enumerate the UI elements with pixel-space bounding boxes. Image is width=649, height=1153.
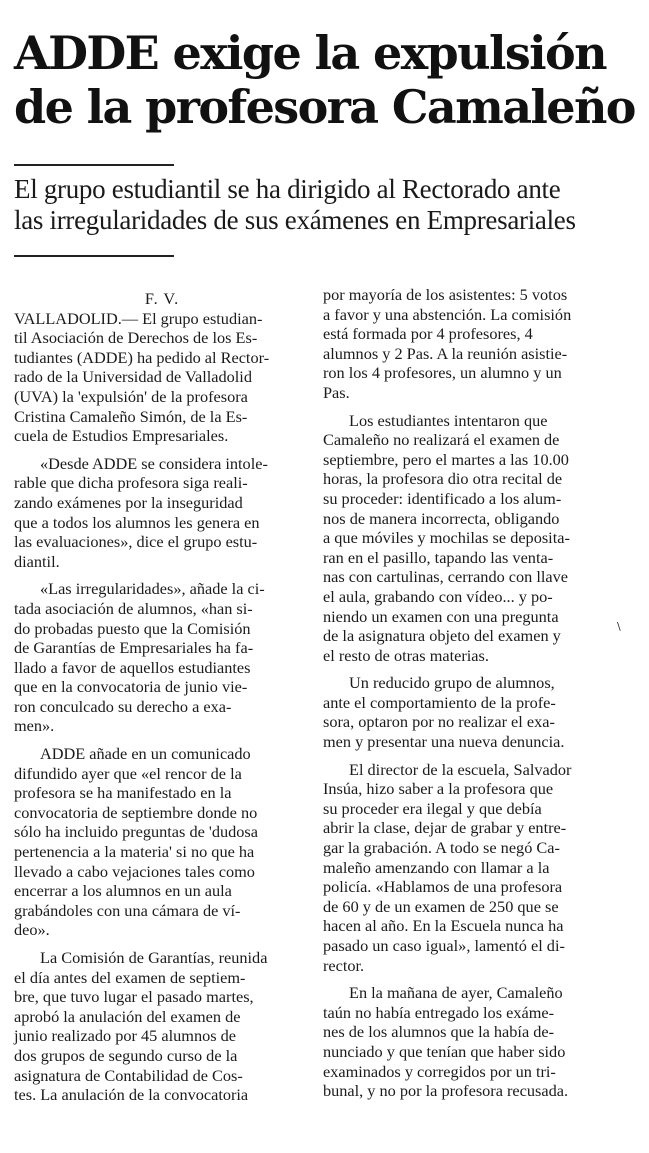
article-line: «Las irregularidades», añade la ci- bbox=[40, 579, 265, 599]
article-line: nos de manera incorrecta, obligando bbox=[323, 508, 560, 528]
article-line: de 60 y de un examen de 250 que se bbox=[323, 896, 559, 916]
article-line: men». bbox=[14, 716, 55, 736]
article-column-left bbox=[14, 289, 310, 1105]
article-line: de Garantías de Empresariales ha fa- bbox=[14, 638, 254, 658]
article-line: el día antes del examen de septiem- bbox=[14, 967, 246, 987]
article-line: de la asignatura objeto del examen y bbox=[323, 626, 561, 646]
article-line: (UVA) la 'expulsión' de la profesora bbox=[14, 386, 248, 406]
article-line: hacen al año. En la Escuela nunca ha bbox=[323, 916, 564, 936]
article-line: tudiantes (ADDE) ha pedido al Rector- bbox=[14, 347, 270, 367]
article-line: Los estudiantes intentaron que bbox=[349, 410, 548, 430]
article-line: su proceder: identificado a los alum- bbox=[323, 488, 562, 508]
subheadline bbox=[14, 174, 639, 236]
article-paragraph bbox=[14, 744, 310, 940]
article-line: bre, que tuvo lugar el pasado martes, bbox=[14, 987, 254, 1007]
article-paragraph bbox=[323, 673, 635, 751]
article-line: llado a favor de aquellos estudiantes bbox=[14, 657, 251, 677]
article-line: septiembre, pero el martes a las 10.00 bbox=[323, 449, 569, 469]
article-line: rector. bbox=[323, 955, 365, 975]
article-line: deo». bbox=[14, 920, 50, 940]
headline-line-1: ADDE exige la expulsión bbox=[14, 26, 606, 80]
article-line: a que móviles y mochilas se deposita- bbox=[323, 528, 570, 548]
article-line: Un reducido grupo de alumnos, bbox=[349, 673, 555, 693]
article-line: cuela de Estudios Empresariales. bbox=[14, 426, 229, 446]
article-line: zando exámenes por la inseguridad bbox=[14, 492, 243, 512]
article-line: horas, la profesora dio otra recital de bbox=[323, 469, 563, 489]
article-line: tada asociación de alumnos, «han si- bbox=[14, 598, 253, 618]
article-line: ron conculcado su derecho a exa- bbox=[14, 696, 232, 716]
article-line: difundido ayer que «el rencor de la bbox=[14, 763, 242, 783]
article-line: rado de la Universidad de Valladolid bbox=[14, 367, 252, 387]
article-line: ADDE añade en un comunicado bbox=[40, 744, 251, 764]
article-column-right bbox=[323, 285, 635, 1101]
article-paragraph bbox=[14, 454, 310, 572]
article-line: maleño amenzando con llamar a la bbox=[323, 857, 550, 877]
article-line: rable que dicha profesora siga reali- bbox=[14, 473, 248, 493]
article-line: policía. «Hablamos de una profesora bbox=[323, 877, 563, 897]
article-line: diantil. bbox=[14, 551, 60, 571]
article-line: ante el comportamiento de la profe- bbox=[323, 692, 556, 712]
article-line: El director de la escuela, Salvador bbox=[349, 759, 572, 779]
article-line: a favor y una abstención. La comisión bbox=[323, 304, 572, 324]
subheadline-line-2: las irregularidades de sus exámenes en Empresariales bbox=[14, 205, 576, 235]
article-line: está formada por 4 profesores, 4 bbox=[323, 324, 533, 344]
article-line: «Desde ADDE se considera intole- bbox=[40, 453, 268, 473]
article-line: las evaluaciones», dice el grupo estu- bbox=[14, 532, 258, 552]
article-paragraph bbox=[14, 948, 310, 1105]
article-line: dos grupos de segundo curso de la bbox=[14, 1045, 238, 1065]
byline: F. V. bbox=[144, 289, 180, 308]
article-line: grabándoles con una cámara de ví- bbox=[14, 900, 241, 920]
article-line: gar la grabación. A todo se negó Ca- bbox=[323, 838, 560, 858]
article-line: La Comisión de Garantías, reunida bbox=[40, 948, 268, 967]
article-line: pasado un caso igual», lamentó el di- bbox=[323, 936, 565, 955]
article-line: ran en el pasillo, tapando las venta- bbox=[323, 547, 554, 567]
article-line: nunciado y que tenían que haber sido bbox=[323, 1041, 566, 1061]
article-line: encerrar a los alumnos en un aula bbox=[14, 881, 232, 901]
article-paragraph bbox=[14, 579, 310, 736]
article-line: que a todos los alumnos les genera en bbox=[14, 512, 260, 532]
headline-line-2: de la profesora Camaleño bbox=[14, 80, 635, 134]
article-line: sólo ha incluido preguntas de 'dudosa bbox=[14, 822, 258, 842]
article-line: junio realizado por 45 alumnos de bbox=[14, 1026, 236, 1046]
article-line: nas con cartulinas, cerrando con llave bbox=[323, 567, 569, 587]
subheadline-line-1: El grupo estudiantil se ha dirigido al Rectorado ante bbox=[14, 174, 561, 204]
left-paragraphs bbox=[14, 309, 310, 1105]
article-line: VALLADOLID.— El grupo estudian- bbox=[14, 308, 263, 328]
article-line: el aula, grabando con vídeo... y po- bbox=[323, 586, 553, 606]
article-paragraph bbox=[323, 411, 635, 666]
headline-divider bbox=[14, 164, 174, 166]
article-line: ron los 4 profesores, un alumno y un bbox=[323, 363, 562, 383]
article-line: bunal, y no por la profesora recusada. bbox=[323, 1081, 569, 1101]
article-line: Cristina Camaleño Simón, de la Es- bbox=[14, 406, 248, 426]
article-paragraph bbox=[323, 760, 635, 976]
article-line: til Asociación de Derechos de los Es- bbox=[14, 328, 258, 348]
article-line: sora, optaron por no realizar el exa- bbox=[323, 712, 555, 732]
article-line: En la mañana de ayer, Camaleño bbox=[349, 983, 563, 1003]
article-line: do probadas puesto que la Comisión bbox=[14, 618, 251, 638]
article-paragraph bbox=[323, 285, 635, 403]
article-line: que en la convocatoria de junio vie- bbox=[14, 677, 248, 697]
article-line: Insúa, hizo saber a la profesora que bbox=[323, 779, 554, 799]
article-line: su proceder era ilegal y que debía bbox=[323, 798, 542, 818]
article-paragraph bbox=[14, 309, 310, 446]
article-line: men y presentar una nueva denuncia. bbox=[323, 732, 565, 752]
article-line: taún no había entregado los exáme- bbox=[323, 1002, 555, 1022]
headline bbox=[14, 26, 639, 134]
article-line: niendo un examen con una pregunta bbox=[323, 606, 559, 626]
right-paragraphs bbox=[323, 285, 635, 1101]
article-line: aprobó la anulación del examen de bbox=[14, 1006, 241, 1026]
article-line: Camaleño no realizará el examen de bbox=[323, 430, 560, 450]
article-line: alumnos y 2 Pas. A la reunión asistie- bbox=[323, 343, 568, 363]
article-line: el resto de otras materias. bbox=[323, 645, 489, 665]
margin-mark: \ bbox=[617, 620, 621, 633]
article-paragraph bbox=[323, 983, 635, 1101]
article-line: tes. La anulación de la convocatoria bbox=[14, 1085, 249, 1105]
article-line: examinados y corregidos por un tri- bbox=[323, 1061, 556, 1081]
article-line: asignatura de Contabilidad de Cos- bbox=[14, 1065, 243, 1085]
article-line: convocatoria de septiembre donde no bbox=[14, 802, 258, 822]
article-line: pertenencia a la materia' si no que ha bbox=[14, 842, 255, 862]
article-line: nes de los alumnos que la había de- bbox=[323, 1022, 555, 1042]
article-line: profesora se ha manifestado en la bbox=[14, 783, 232, 803]
article-line: por mayoría de los asistentes: 5 votos bbox=[323, 285, 568, 304]
article-line: abrir la clase, dejar de grabar y entre- bbox=[323, 818, 567, 838]
article-line: Pas. bbox=[323, 382, 350, 402]
subheadline-divider bbox=[14, 255, 174, 257]
article-line: llevado a cabo vejaciones tales como bbox=[14, 861, 255, 881]
